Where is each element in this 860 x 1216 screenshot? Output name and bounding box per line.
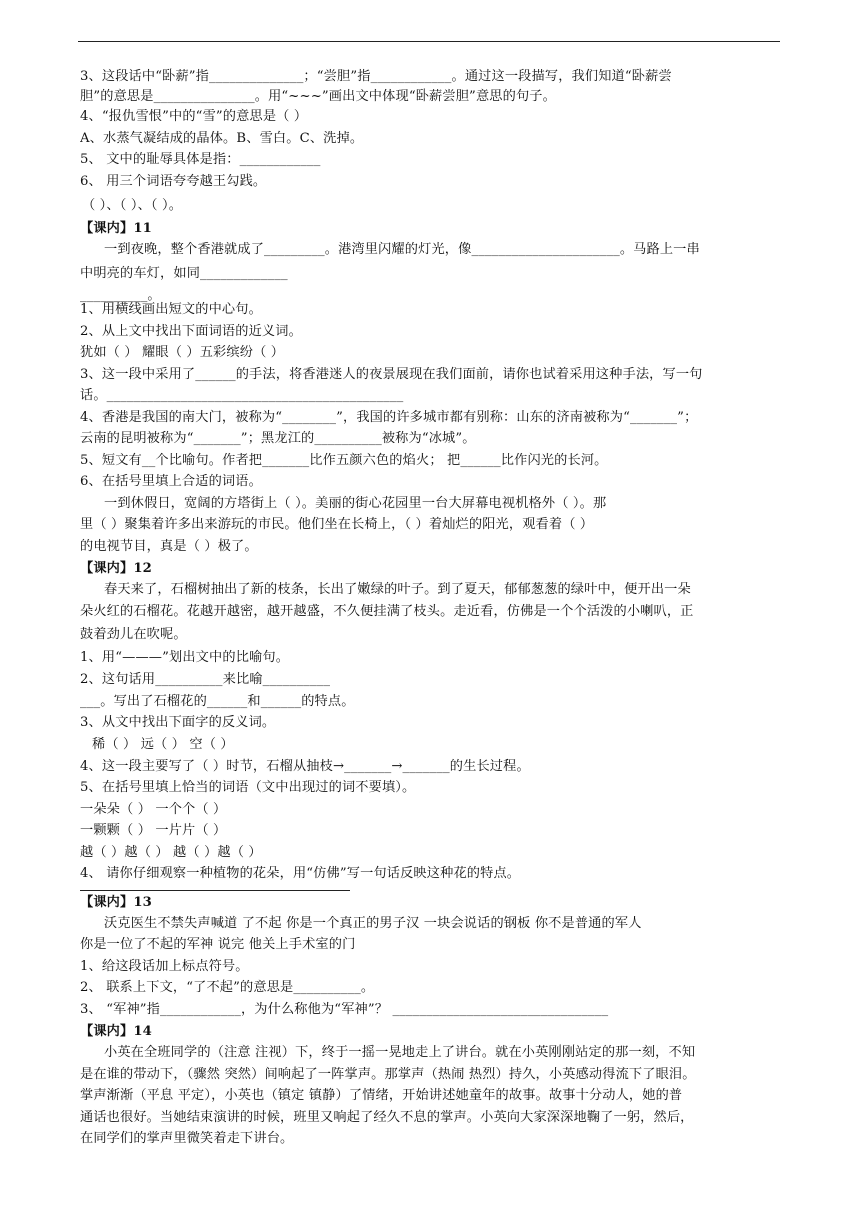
- answer-underline: [80, 890, 350, 891]
- text-line: __________。: [80, 288, 161, 303]
- section-heading: 【课内】14: [80, 1024, 153, 1039]
- text-line: 在同学们的掌声里微笑着走下讲台。: [80, 1131, 294, 1146]
- text-line: 4、这一段主要写了（ ）时节，石榴从抽枝→_______→_______的生长过程。: [80, 759, 530, 774]
- text-line: 3、 “军神”指____________，为什么称他为“军神”？ ________________________________: [80, 1002, 609, 1017]
- text-line: 1、给这段话加上标点符号。: [80, 959, 249, 974]
- text-line: 你是一位了不起的军神 说完 他关上手术室的门: [80, 937, 356, 952]
- text-line: 一到夜晚，整个香港就成了_________。港湾里闪耀的灯光，像______________________。马路上一串: [104, 242, 700, 257]
- text-line: 犹如（ ） 耀眼（ ）五彩缤纷（ ）: [80, 345, 285, 360]
- text-line: 一颗颗（ ） 一片片（ ）: [80, 823, 227, 838]
- text-line: 4、香港是我国的南大门，被称为“________”，我国的许多城市都有别称：山东的济南被称为“_______”；: [80, 410, 698, 425]
- text-line: 话。____________________________________________: [80, 388, 404, 403]
- text-line: 3、这一段中采用了______的手法，将香港迷人的夜景展现在我们面前，请你也试着采用这种手法，写一句: [80, 367, 703, 382]
- text-line: 越（ ）越（ ） 越（ ）越（ ）: [80, 845, 262, 860]
- text-line: 小英在全班同学的（注意 注视）下，终于一摇一晃地走上了讲台。就在小英刚刚站定的那一刻，不知: [104, 1045, 696, 1060]
- text-line: A、水蒸气凝结成的晶体。B、雪白。C、洗掉。: [80, 131, 364, 146]
- text-line: 3、从文中找出下面字的反义词。: [80, 715, 276, 730]
- text-line: 5、 文中的耻辱具体是指：____________: [80, 152, 321, 167]
- section-heading: 【课内】11: [80, 221, 153, 236]
- text-line: 2、 联系上下文，“了不起”的意思是__________。: [80, 980, 375, 995]
- text-line: 3、这段话中“卧薪”指______________；“尝胆”指____________。通过这一段描写，我们知道“卧薪尝: [80, 69, 672, 84]
- section-heading: 【课内】13: [80, 895, 153, 910]
- text-line: 沃克医生不禁失声喊道 了不起 你是一个真正的男子汉 一块会说话的钢板 你不是普通的军人: [104, 916, 642, 931]
- text-line: 1、用“———”划出文中的比喻句。: [80, 650, 290, 665]
- text-line: 云南的昆明被称为“_______”；黑龙江的__________被称为“冰城”。: [80, 431, 476, 446]
- text-line: 4、“报仇雪恨”中的“雪”的意思是（ ）: [80, 109, 308, 124]
- text-line: 朵火红的石榴花。花越开越密，越开越盛，不久便挂满了枝头。走近看，仿佛是一个个活泼的小喇叭，正: [80, 604, 694, 619]
- text-line: 是在谁的带动下，（骤然 突然）间响起了一阵掌声。那掌声（热闹 热烈）持久，小英感动得流下了眼泪。: [80, 1067, 696, 1082]
- text-line: 6、在括号里填上合适的词语。: [80, 474, 262, 489]
- text-line: 的电视节目，真是（ ）极了。: [80, 539, 258, 554]
- text-line: 4、 请你仔细观察一种植物的花朵，用“仿佛”写一句话反映这种花的特点。: [80, 866, 521, 881]
- text-line: 6、 用三个词语夸夸越王勾践。: [80, 174, 267, 189]
- text-line: 5、在括号里填上恰当的词语（文中出现过的词不要填）。: [80, 780, 416, 795]
- text-line: 5、短文有__个比喻句。作者把_______比作五颜六色的焰火； 把______比作闪光的长河。: [80, 453, 608, 468]
- text-line: 2、从上文中找出下面词语的近义词。: [80, 324, 302, 339]
- text-line: 胆”的意思是_______________。用“~~~”画出文中体现“卧薪尝胆”意思的句子。: [80, 89, 556, 104]
- text-line: 中明亮的车灯，如同_____________: [80, 266, 288, 281]
- text-line: 2、这句话用__________来比喻__________: [80, 672, 331, 687]
- header-rule: [78, 41, 780, 42]
- text-line: 鼓着劲儿在吹呢。: [80, 627, 187, 642]
- text-line: 1、用横线画出短文的中心句。: [80, 302, 262, 317]
- text-line: 稀（ ） 远（ ） 空（ ）: [92, 737, 234, 752]
- text-line: ___。写出了石榴花的______和______的特点。: [80, 694, 355, 709]
- section-heading: 【课内】12: [80, 561, 153, 576]
- text-line: 一到休假日，宽阔的方塔街上（ ）。美丽的街心花园里一台大屏幕电视机格外（ ）。那: [104, 496, 607, 511]
- text-line: 通话也很好。当她结束演讲的时候，班里又响起了经久不息的掌声。小英向大家深深地鞠了一躬，然后，: [80, 1110, 694, 1125]
- text-line: （ ）、（ ）、（ ）。: [82, 198, 183, 213]
- text-line: 掌声渐渐（平息 平定），小英也（镇定 镇静）了情绪，开始讲述她童年的故事。故事十分动人，她的普: [80, 1088, 683, 1103]
- text-line: 春天来了，石榴树抽出了新的枝条，长出了嫩绿的叶子。到了夏天，郁郁葱葱的绿叶中，便开出一朵: [104, 582, 691, 597]
- text-line: 里（ ）聚集着许多出来游玩的市民。他们坐在长椅上，（ ）着灿烂的阳光，观看着（ ）: [80, 517, 594, 532]
- text-line: 一朵朵（ ） 一个个（ ）: [80, 802, 227, 817]
